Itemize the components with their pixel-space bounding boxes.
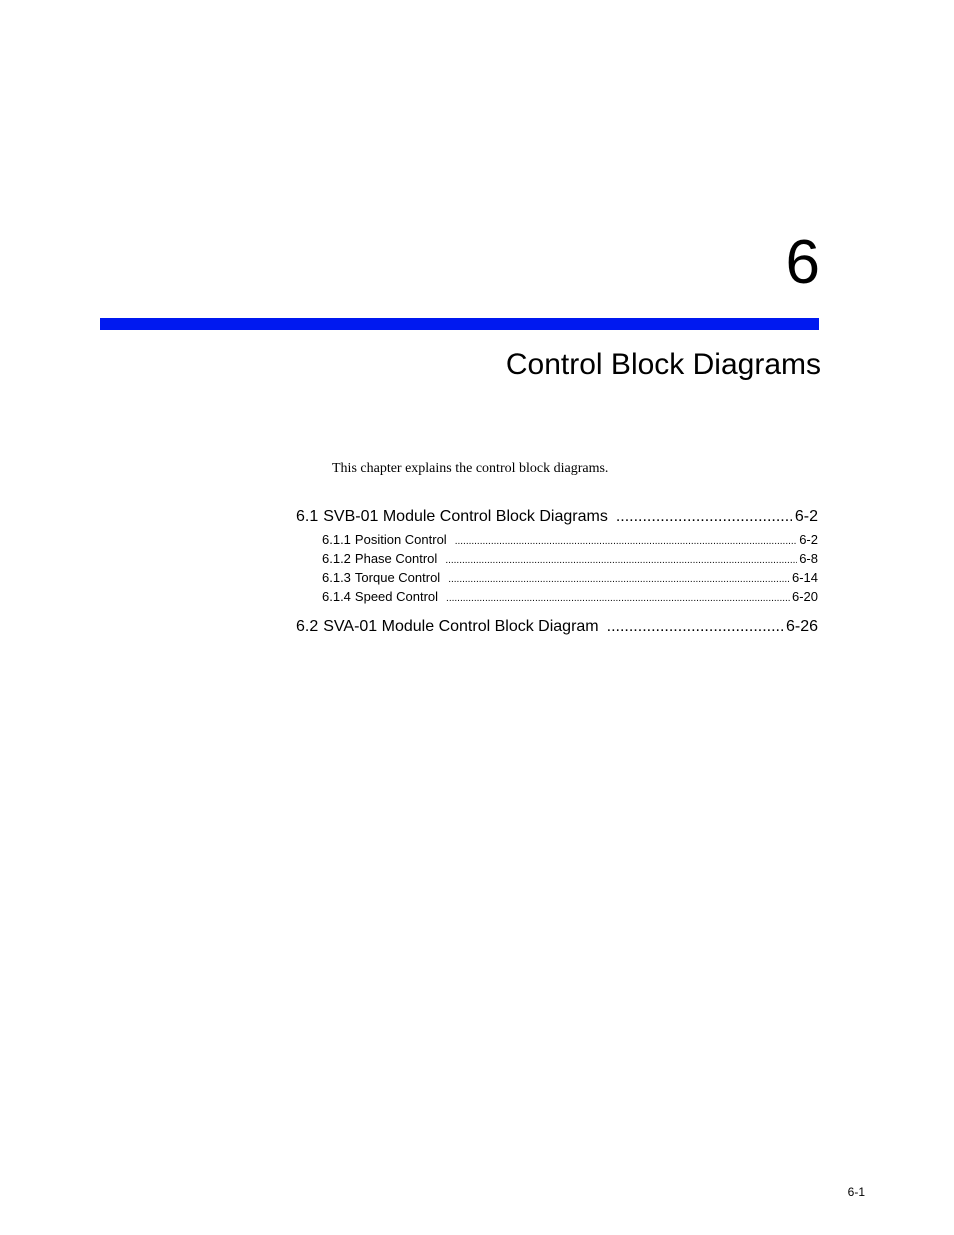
toc-entry-page: 6-20 bbox=[791, 589, 818, 604]
toc-entry-6-1-1[interactable] bbox=[296, 532, 818, 551]
toc-entry-number: 6.1.2 bbox=[322, 551, 351, 566]
table-of-contents bbox=[296, 508, 818, 638]
toc-entry-title: SVA-01 Module Control Block Diagram bbox=[323, 618, 599, 635]
chapter-divider-bar bbox=[100, 318, 819, 330]
toc-entry-title: Phase Control bbox=[354, 551, 438, 566]
toc-entry-number: 6.1 bbox=[296, 508, 319, 525]
toc-entry-6-1-2[interactable] bbox=[296, 551, 818, 570]
toc-entry-number: 6.2 bbox=[296, 618, 319, 635]
toc-entry-page: 6-8 bbox=[799, 551, 818, 566]
toc-entry-page: 6-26 bbox=[785, 618, 818, 635]
toc-entry-6-2[interactable] bbox=[296, 618, 818, 638]
toc-entry-page: 6-2 bbox=[799, 532, 818, 547]
toc-leader-dots bbox=[446, 593, 790, 604]
toc-leader-dots bbox=[455, 536, 798, 547]
toc-entry-6-1[interactable] bbox=[296, 508, 818, 528]
toc-entry-number: 6.1.3 bbox=[322, 570, 351, 585]
toc-leader-dots bbox=[445, 555, 797, 566]
toc-entry-number: 6.1.1 bbox=[322, 532, 351, 547]
toc-entry-6-1-3[interactable] bbox=[296, 570, 818, 589]
toc-entry-6-1-4[interactable] bbox=[296, 589, 818, 608]
toc-leader-dots bbox=[448, 574, 790, 585]
page-number: 6-1 bbox=[847, 1185, 865, 1199]
toc-entry-title: Speed Control bbox=[354, 589, 439, 604]
chapter-intro: This chapter explains the control block diagrams. bbox=[332, 461, 609, 476]
toc-entry-page: 6-14 bbox=[791, 570, 818, 585]
toc-leader-dots bbox=[607, 618, 783, 636]
toc-leader-dots bbox=[616, 508, 792, 526]
chapter-number: 6 bbox=[785, 228, 820, 297]
chapter-title: Control Block Diagrams bbox=[505, 348, 821, 381]
toc-entry-title: SVB-01 Module Control Block Diagrams bbox=[323, 508, 608, 525]
toc-entry-page: 6-2 bbox=[794, 508, 818, 525]
toc-entry-title: Position Control bbox=[354, 532, 447, 547]
toc-entry-number: 6.1.4 bbox=[322, 589, 351, 604]
toc-entry-title: Torque Control bbox=[354, 570, 441, 585]
